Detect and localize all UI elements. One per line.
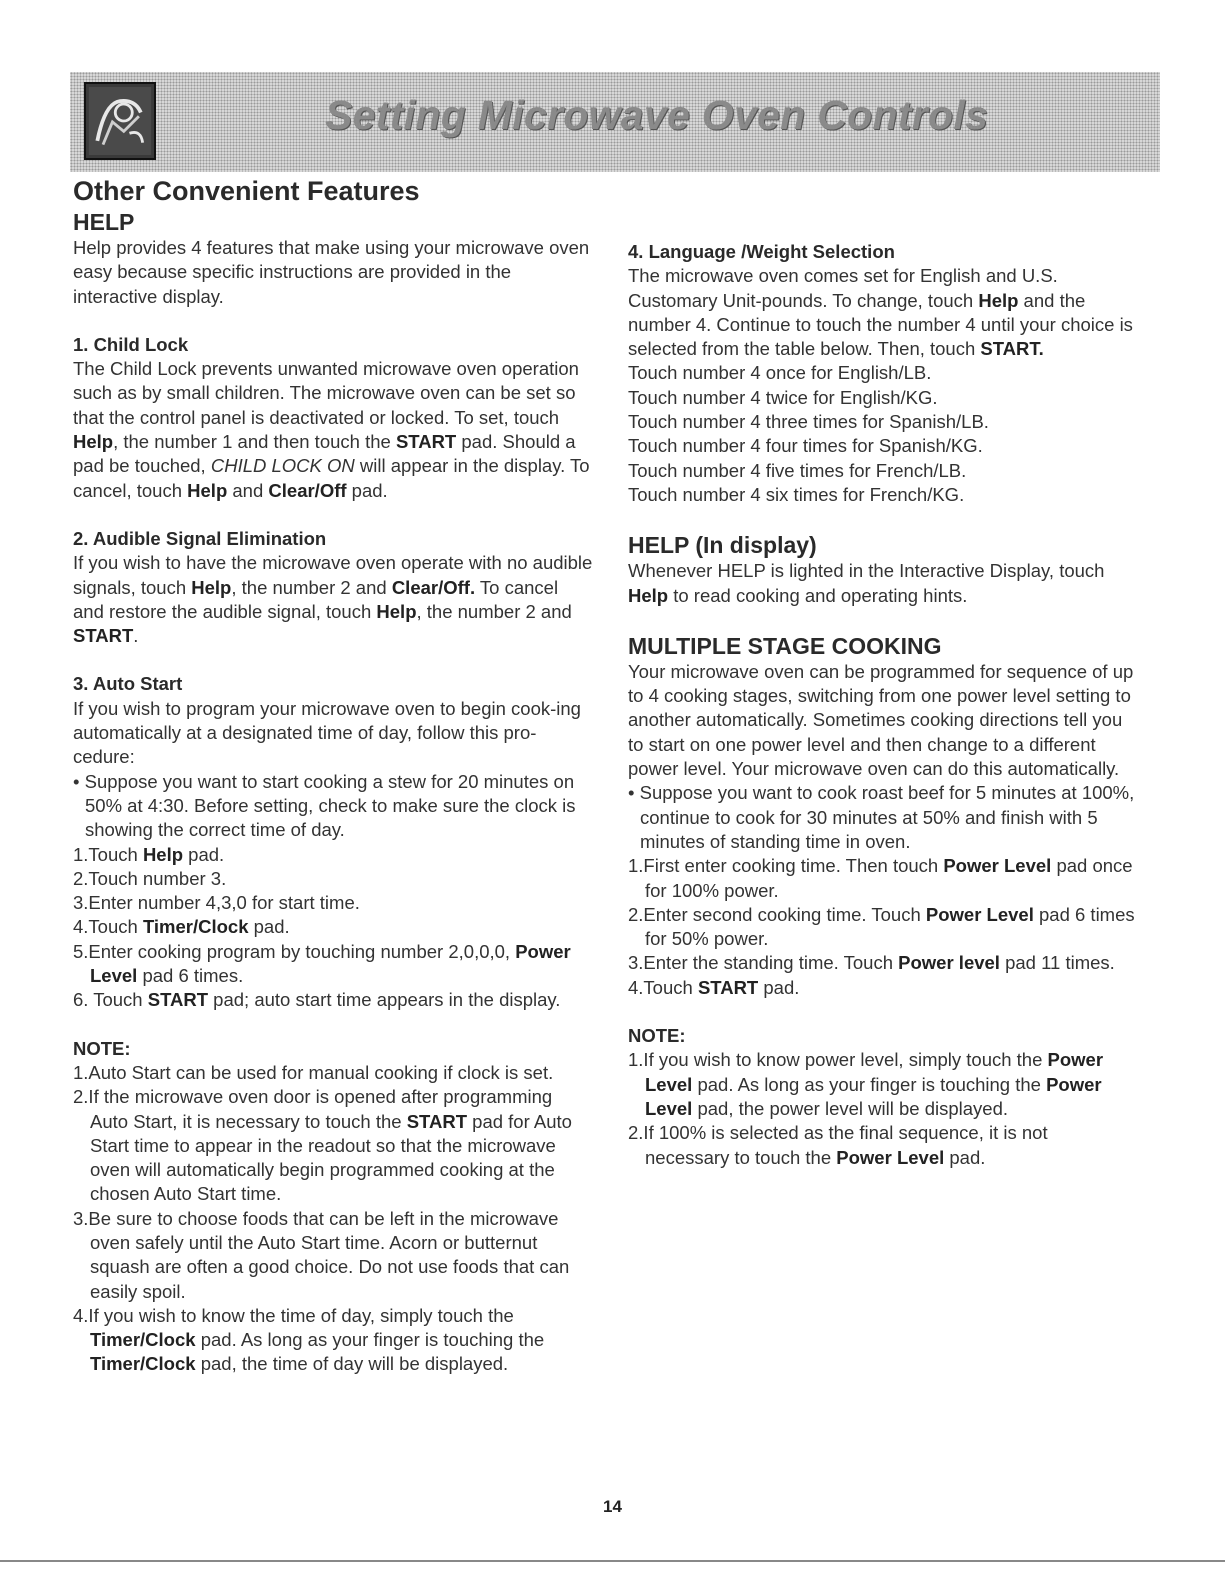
header-title: Setting Microwave Oven Controls — [325, 92, 989, 138]
note-item-3: 3.Be sure to choose foods that can be left in the microwave oven safely until the Auto Start time. Acorn or butternut squash are often a good choice. Do not use foods that can easily spoil. — [73, 1207, 570, 1302]
child-lock-text: The Child Lock prevents unwanted microwave oven operation such as by small children. The microwave oven can be set so that the control panel is deactivated or locked. To set, touch Help, the number 1 and then touch the START pad. Should a pad be touched, CHILD LOCK ON will appear in the display. To cancel, touch Help and Clear/Off pad. — [73, 358, 590, 501]
language-option-4: Touch number 4 four times for Spanish/KG. — [628, 435, 983, 457]
microwave-help-icon — [84, 82, 156, 160]
note-item-1: 1.Auto Start can be used for manual cooking if clock is set. — [73, 1061, 554, 1083]
language-option-3: Touch number 4 three times for Spanish/LB. — [628, 411, 989, 433]
note2-item-2: 2.If 100% is selected as the final sequence, it is not necessary to touch the Power Level pad. — [628, 1122, 1048, 1168]
multi-stage-intro: Your microwave oven can be programmed for sequence of up to 4 cooking stages, switching from one power level setting to another automatically. Sometimes cooking directions tell you to start on one power level and then change to a different power level. Your microwave oven can do this automatically. — [628, 660, 1134, 780]
right-column — [628, 240, 1136, 1170]
header-banner — [70, 72, 1160, 172]
auto-start-step-4: 4.Touch Timer/Clock pad. — [73, 916, 290, 938]
language-option-5: Touch number 4 five times for French/LB. — [628, 459, 967, 481]
auto-start-step-1: 1.Touch Help pad. — [73, 843, 225, 865]
audible-heading: 2. Audible Signal Elimination — [73, 527, 327, 549]
child-lock-heading: 1. Child Lock — [73, 333, 189, 355]
audible-text: If you wish to have the microwave oven operate with no audible signals, touch Help, the number 2 and Clear/Off. To cancel and restore the audible signal, touch Help, the number 2 and START. — [73, 552, 593, 647]
auto-start-intro: If you wish to program your microwave oven to begin cook-ing automatically at a designated time of day, follow this pro-cedure: — [73, 697, 581, 768]
auto-start-step-3: 3.Enter number 4,3,0 for start time. — [73, 892, 360, 914]
note-item-2: 2.If the microwave oven door is opened after programming Auto Start, it is necessary to touch the START pad for Auto Start time to appear in the readout so that the microwave oven will automatically begin programmed cooking at the chosen Auto Start time. — [73, 1086, 572, 1205]
help-heading: HELP — [73, 209, 135, 235]
page-number: 14 — [603, 1497, 622, 1516]
multi-stage-bullet: • Suppose you want to cook roast beef for 5 minutes at 100%, continue to cook for 30 minutes at 50% and finish with 5 minutes of standing time in oven. — [628, 782, 1135, 852]
language-text: The microwave oven comes set for English and U.S. Customary Unit-pounds. To change, touch Help and the number 4. Continue to touch the number 4 until your choice is selected from the table below. Then, touch START. — [628, 265, 1133, 360]
auto-start-step-2: 2.Touch number 3. — [73, 867, 227, 889]
note2-item-1: 1.If you wish to know power level, simply touch the Power Level pad. As long as your finger is touching the Power Level pad, the power level will be displayed. — [628, 1049, 1104, 1119]
auto-start-bullet: • Suppose you want to start cooking a stew for 20 minutes on 50% at 4:30. Before setting, check to make sure the clock is showing the correct time of day. — [73, 770, 576, 841]
auto-start-step-5: 5.Enter cooking program by touching number 2,0,0,0, Power Level pad 6 times. — [73, 940, 571, 987]
help-intro: Help provides 4 features that make using your microwave oven easy because specific instructions are provided in the interactive display. — [73, 237, 590, 307]
note-heading: NOTE: — [73, 1037, 131, 1059]
multi-stage-step-2: 2.Enter second cooking time. Touch Power Level pad 6 times for 50% power. — [628, 903, 1135, 950]
note-item-4: 4.If you wish to know the time of day, simply touch the Timer/Clock pad. As long as your finger is touching the Timer/Clock pad, the time of day will be displayed. — [73, 1304, 545, 1375]
bottom-rule — [0, 1560, 1225, 1562]
multi-stage-step-1: 1.First enter cooking time. Then touch Power Level pad once for 100% power. — [628, 855, 1133, 901]
multi-stage-heading: MULTIPLE STAGE COOKING — [628, 632, 942, 659]
language-heading: 4. Language /Weight Selection — [628, 241, 895, 262]
multi-stage-step-3: 3.Enter the standing time. Touch Power level pad 11 times. — [628, 952, 1115, 974]
help-display-text: Whenever HELP is lighted in the Interactive Display, touch Help to read cooking and operating hints. — [628, 560, 1105, 606]
note2-heading: NOTE: — [628, 1025, 686, 1047]
language-option-1: Touch number 4 once for English/LB. — [628, 362, 932, 384]
auto-start-step-6: 6. Touch START pad; auto start time appears in the display. — [73, 989, 561, 1011]
section-title: Other Convenient Features — [73, 176, 420, 206]
auto-start-heading: 3. Auto Start — [73, 673, 183, 695]
multi-stage-step-4: 4.Touch START pad. — [628, 976, 800, 998]
language-option-6: Touch number 4 six times for French/KG. — [628, 483, 965, 505]
help-display-heading: HELP (In display) — [628, 532, 817, 559]
left-column — [73, 208, 593, 1377]
language-option-2: Touch number 4 twice for English/KG. — [628, 386, 938, 408]
